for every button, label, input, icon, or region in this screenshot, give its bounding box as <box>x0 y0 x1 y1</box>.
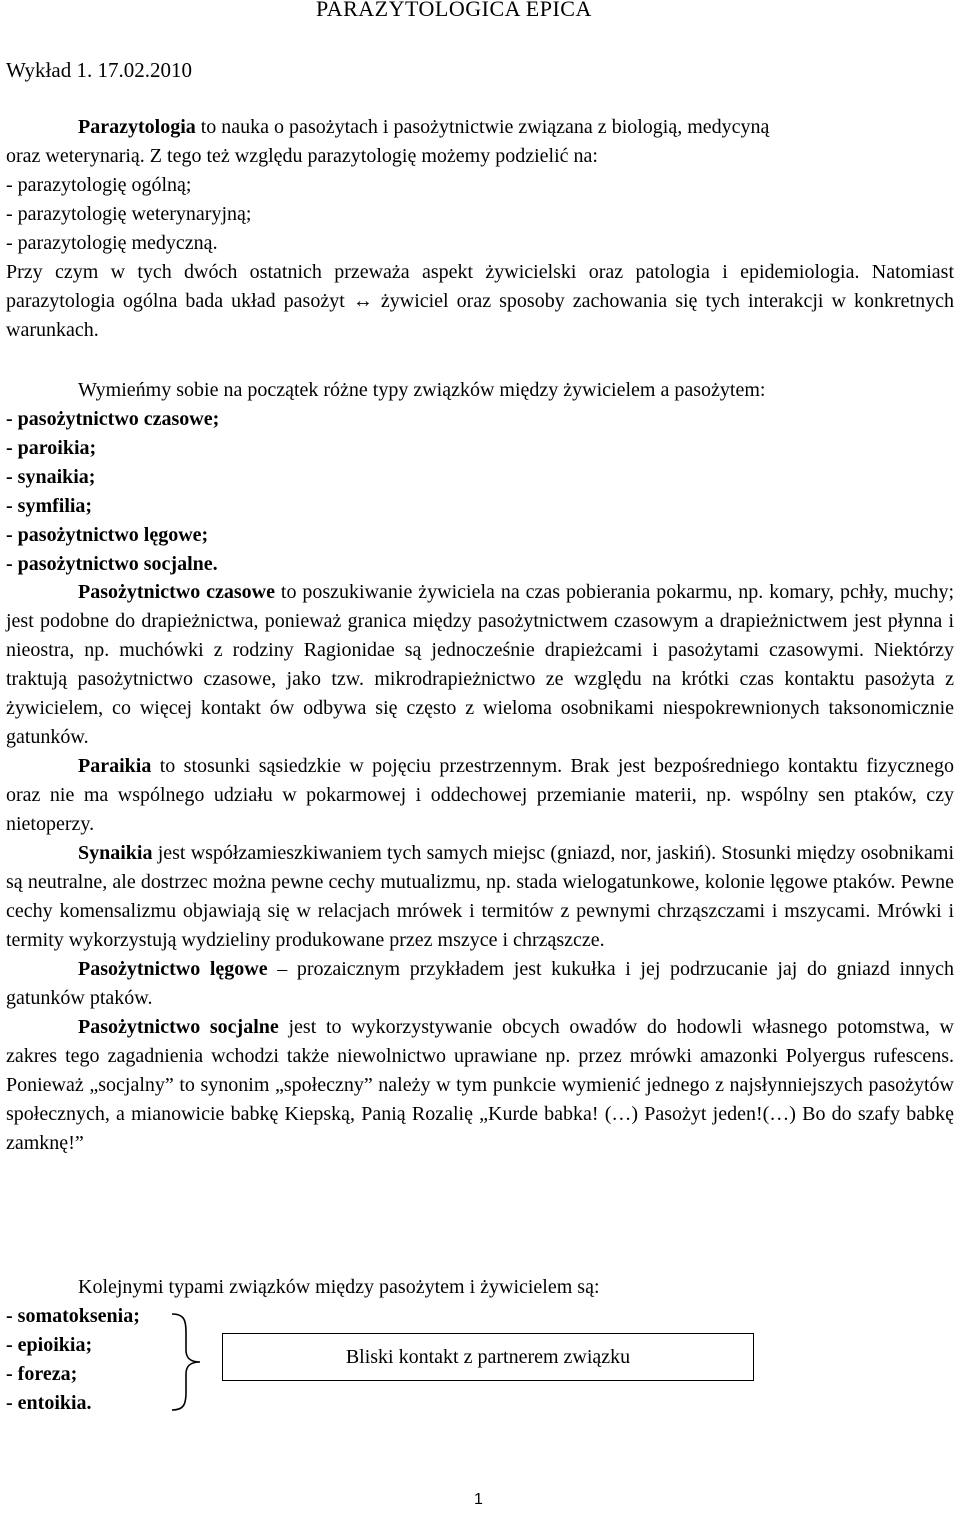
document-title: PARAZYTOLOGICA EPICA <box>316 0 592 21</box>
definition-czasowe <box>6 578 954 752</box>
lecture-date: Wykład 1. 17.02.2010 <box>6 58 192 82</box>
intro-text-1: to nauka o pasożytach i pasożytnictwie związana z biologią, medycyną <box>195 116 770 138</box>
division-item: - parazytologię ogólną; <box>6 174 192 196</box>
definition-paraikia <box>6 752 954 839</box>
definition-text: to poszukiwanie żywiciela na czas pobierania pokarmu, np. komary, pchły, muchy; jest podobne do drapieżnictwa, ponieważ granica między pasożytnictwem czasowym a drapieżnictwem jest płynna i nieostra, np. muchówki z rodziny Ragionidae są jednocześnie drapieżcami i pasożytami czasowymi. Niektórzy traktują pasożytnictwo czasowe, jako tzw. mikrodrapieżnictwo ze względu na krótki czas kontaktu pasożyta z żywicielem, co więcej kontakt ów odbywa się często z wieloma osobnikami niespokrewnionych taksonomicznie gatunków. <box>6 581 954 748</box>
type-item: - paroikia; <box>6 437 97 459</box>
relation-item: - epioikia; <box>6 1334 93 1356</box>
curly-brace-icon <box>168 1312 208 1412</box>
intro-section <box>6 113 954 345</box>
relation-item: - foreza; <box>6 1363 78 1385</box>
division-item: - parazytologię weterynaryjną; <box>6 203 252 225</box>
type-item: - pasożytnictwo lęgowe; <box>6 524 209 546</box>
page-number: 1 <box>474 1491 483 1508</box>
intro-text-2: oraz weterynarią. Z tego też względu parazytologię możemy podzielić na: <box>6 145 598 167</box>
definition-text: – prozaicznym przykładem jest kukułka i jej podrzucanie jaj do gniazd innych gatunków ptaków. <box>6 958 954 1009</box>
type-item: - symfilia; <box>6 495 93 517</box>
type-item: - pasożytnictwo czasowe; <box>6 408 220 430</box>
division-item: - parazytologię medyczną. <box>6 232 218 254</box>
definition-term: Pasożytnictwo czasowe <box>78 581 275 603</box>
intro-after-paragraph: Przy czym w tych dwóch ostatnich przeważa aspekt żywicielski oraz patologia i epidemiologia. Natomiast parazytologia ogólna bada układ pasożyt ↔ żywiciel oraz sposoby zachowania się tych interakcji w konkretnych warunkach. <box>6 261 954 341</box>
relation-item: - entoikia. <box>6 1392 92 1414</box>
close-contact-box: Bliski kontakt z partnerem związku <box>222 1333 754 1381</box>
definition-socjalne <box>6 1013 954 1158</box>
relation-item: - somatoksenia; <box>6 1305 140 1327</box>
definition-term: Pasożytnictwo lęgowe <box>78 958 268 980</box>
types-lead: Wymieńmy sobie na początek różne typy związków między żywicielem a pasożytem: <box>78 379 766 401</box>
definition-legowe <box>6 955 954 1013</box>
definitions-section <box>6 578 954 1158</box>
definition-text: to stosunki sąsiedzkie w pojęciu przestrzennym. Brak jest bezpośredniego kontaktu fizycznego oraz nie ma wspólnego udziału w pokarmowej i oddechowej przemianie materii, np. wspólny sen ptaków, czy nietoperzy. <box>6 755 954 835</box>
definition-term: Pasożytnictwo socjalne <box>78 1016 279 1038</box>
definition-term: Paraikia <box>78 755 152 777</box>
term-parazytologia: Parazytologia <box>78 116 196 138</box>
type-item: - synaikia; <box>6 466 96 488</box>
definition-text: jest to wykorzystywanie obcych owadów do hodowli własnego potomstwa, w zakres tego zagadnienia wchodzi także niewolnictwo uprawiane np. przez mrówki amazonki Polyergus rufescens. Ponieważ „socjalny” to synonim „społeczny” należy w tym punkcie wymienić jednego z najsłynniejszych pasożytów społecznych, a mianowicie babkę Kiepską, Panią Rozalię „Kurde babka! (…) Pasożyt jeden!(…) Bo do szafy babkę zamknę!” <box>6 1016 955 1154</box>
definition-term: Synaikia <box>78 842 153 864</box>
close-lead: Kolejnymi typami związków między pasożytem i żywicielem są: <box>78 1276 600 1298</box>
types-section <box>6 376 954 579</box>
type-item: - pasożytnictwo socjalne. <box>6 553 218 575</box>
definition-synaikia <box>6 839 954 955</box>
definition-text: jest współzamieszkiwaniem tych samych miejsc (gniazd, nor, jaskiń). Stosunki między osobnikami są neutralne, ale dostrzec można pewne cechy mutualizmu, np. stada wielogatunkowe, kolonie lęgowe ptaków. Pewne cechy komensalizmu objawiają się w relacjach mrówek i termitów z pewnymi chrząszczami i mszycami. Mrówki i termity wykorzystują wydzieliny produkowane przez mszyce i chrząszcze. <box>6 842 954 951</box>
intro-paragraph <box>6 113 954 142</box>
